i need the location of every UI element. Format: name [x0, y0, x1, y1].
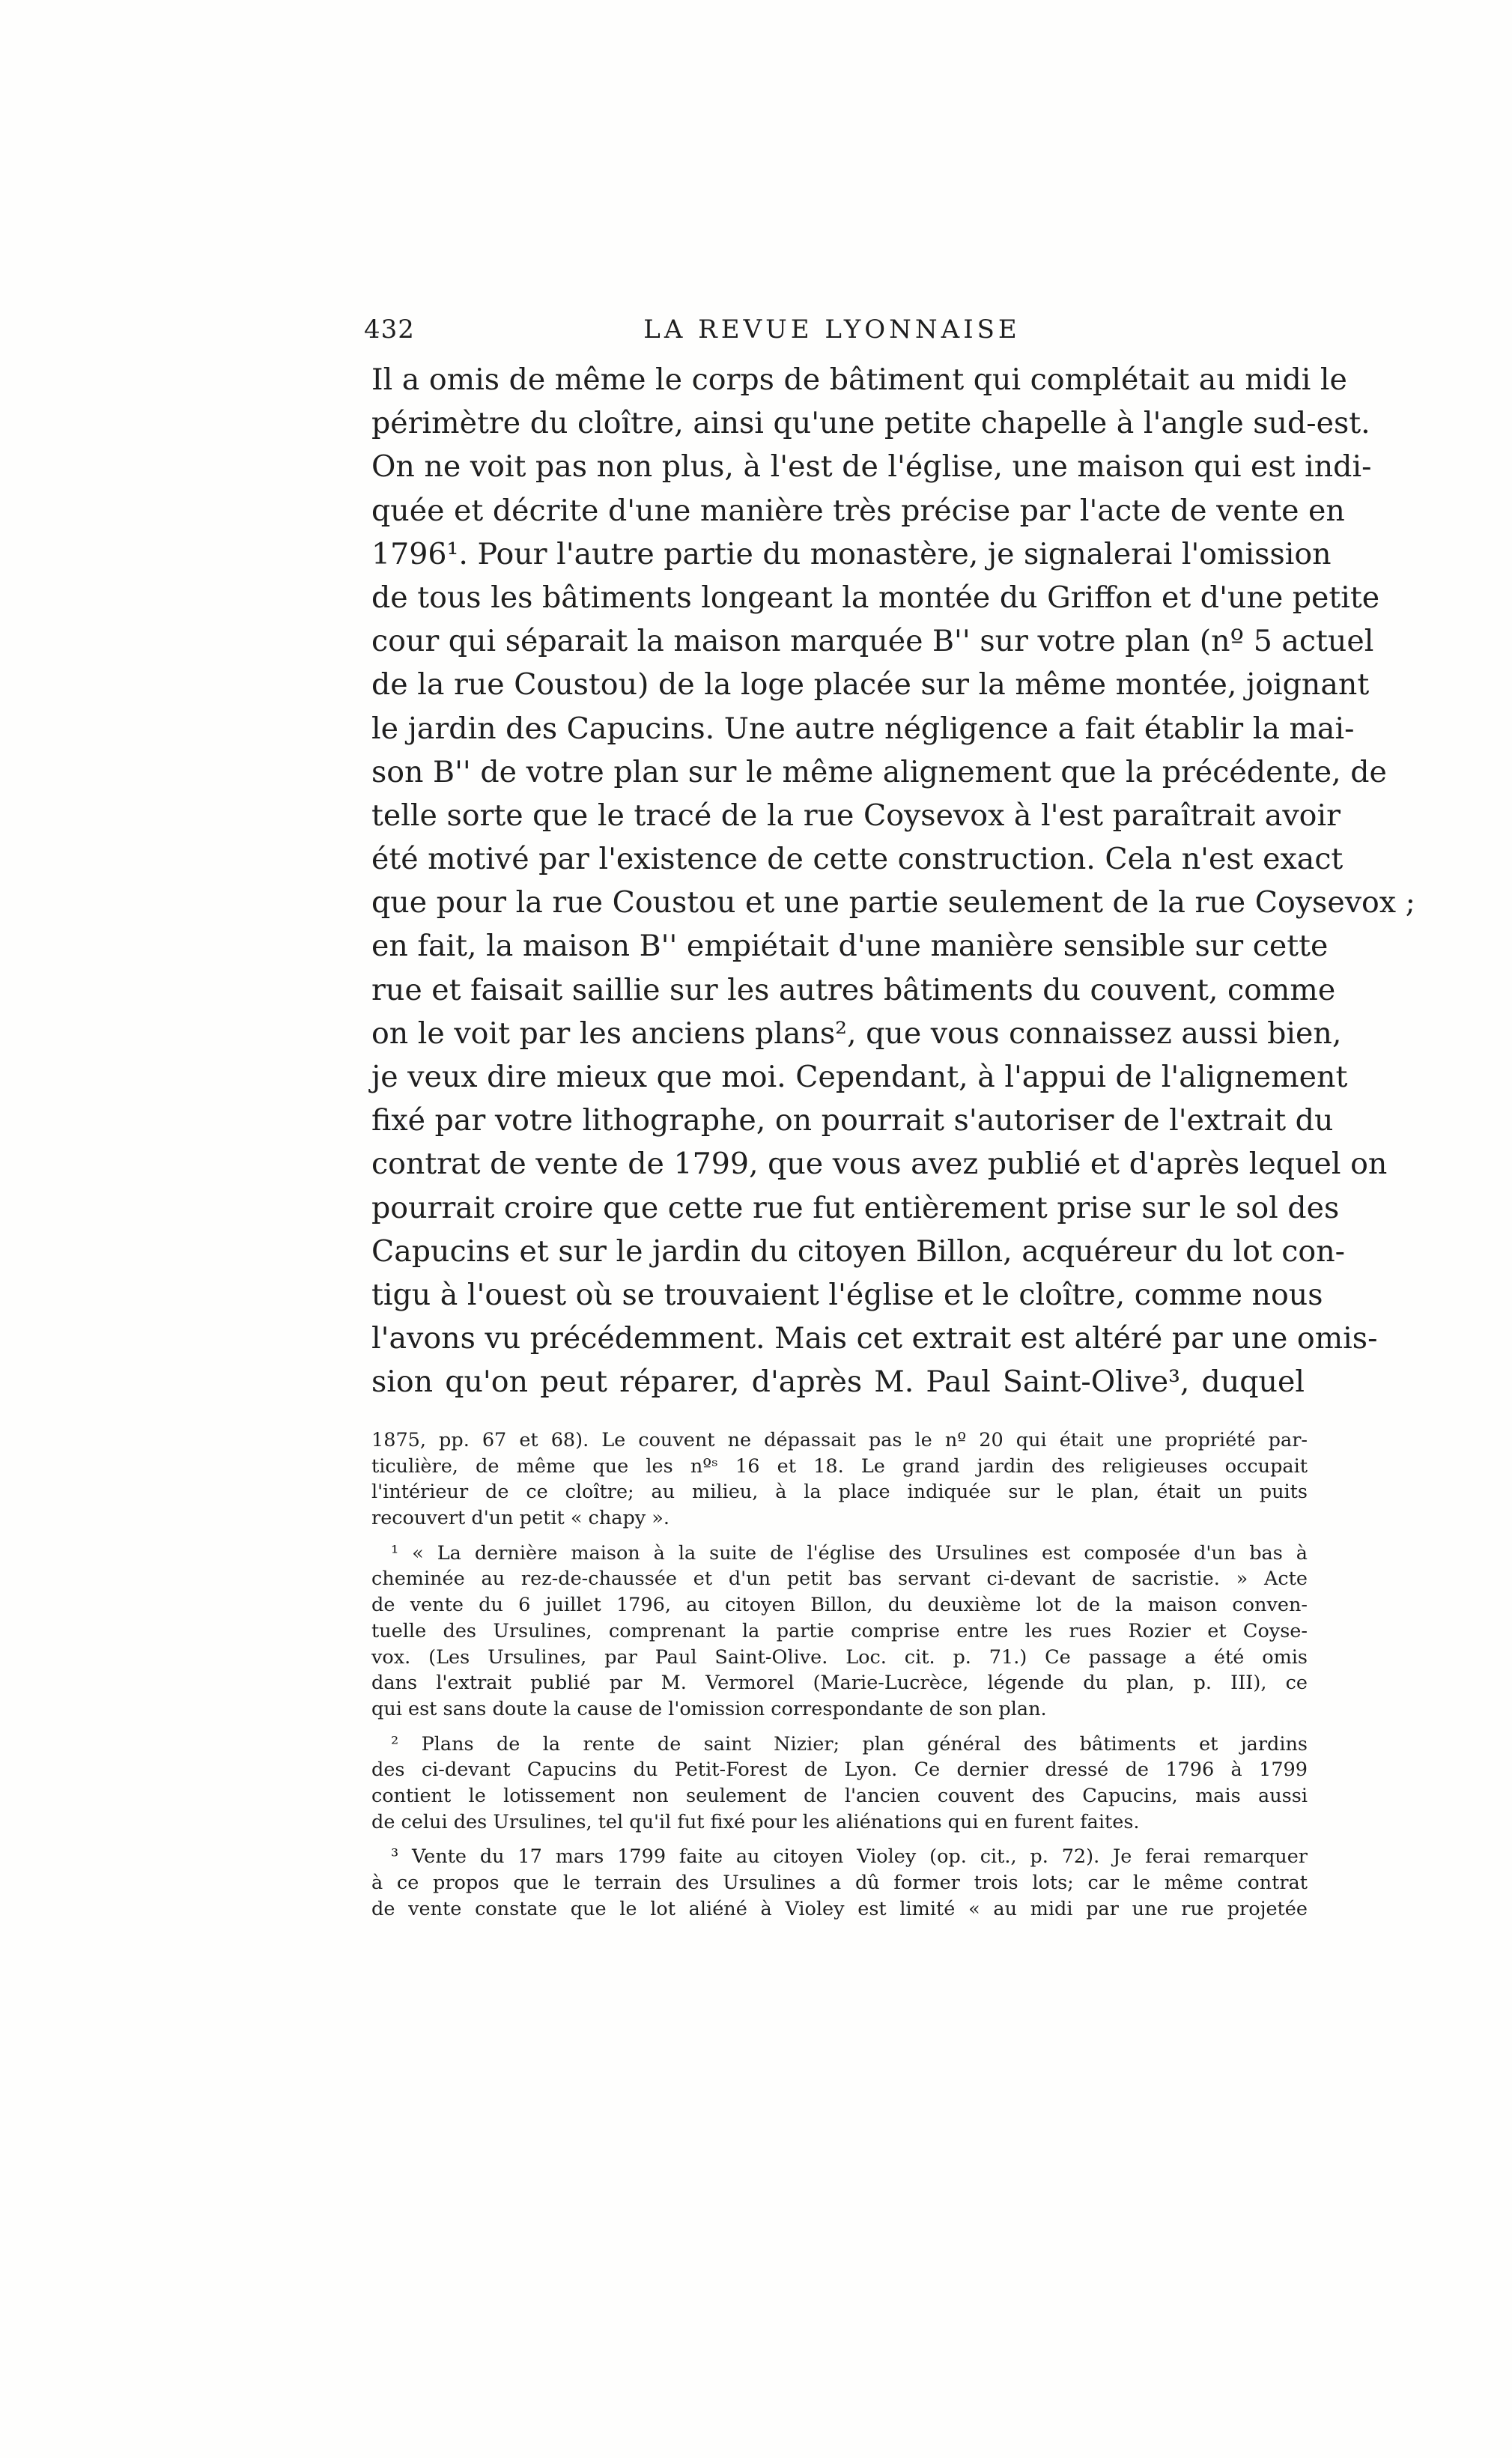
footnote-line: à ce propos que le terrain des Ursulines a dû former trois lots; car le même contrat — [371, 1872, 1308, 1894]
page-number: 432 — [364, 315, 415, 345]
footnotes — [371, 1427, 1308, 1922]
body-line: fixé par votre lithographe, on pourrait s'autoriser de l'extrait du — [371, 1103, 1334, 1138]
footnote-line: cheminée au rez-de-chaussée et d'un petit bas servant ci-devant de sacristie. » Acte — [371, 1568, 1308, 1591]
body-line: je veux dire mieux que moi. Cependant, à l'appui de l'alignement — [371, 1060, 1348, 1094]
body-line: tigu à l'ouest où se trouvaient l'église et le cloître, comme nous — [371, 1277, 1323, 1312]
footnote-line: dans l'extrait publié par M. Vermorel (Marie-Lucrèce, légende du plan, p. III), ce — [371, 1672, 1308, 1695]
body-line: son B'' de votre plan sur le même alignement que la précédente, de — [371, 754, 1387, 789]
body-line: on le voit par les anciens plans², que vous connaissez aussi bien, — [371, 1016, 1342, 1051]
footnote-continued — [371, 1427, 1308, 1532]
footnote-2 — [371, 1732, 1308, 1836]
body-line: 1796¹. Pour l'autre partie du monastère, je signalerai l'omission — [371, 536, 1332, 571]
body-line: telle sorte que le tracé de la rue Coysevox à l'est paraîtrait avoir — [371, 798, 1341, 833]
body-line: On ne voit pas non plus, à l'est de l'église, une maison qui est indi- — [371, 449, 1372, 485]
running-head — [364, 315, 1300, 352]
body-line: Capucins et sur le jardin du citoyen Billon, acquéreur du lot con- — [371, 1233, 1345, 1269]
body-line: pourrait croire que cette rue fut entièrement prise sur le sol des — [371, 1190, 1340, 1225]
body-line: cour qui séparait la maison marquée B'' sur votre plan (nº 5 actuel — [371, 624, 1374, 659]
body-line: quée et décrite d'une manière très précise par l'acte de vente en — [371, 493, 1345, 528]
body-line: rue et faisait saillie sur les autres bâtiments du couvent, comme — [371, 972, 1336, 1007]
body-line: de la rue Coustou) de la loge placée sur la même montée, joignant — [371, 667, 1370, 702]
footnote-line: de celui des Ursulines, tel qu'il fut fixé pour les aliénations qui en furent faites. — [371, 1810, 1140, 1833]
body-line: Il a omis de même le corps de bâtiment qui complétait au midi le — [371, 362, 1347, 397]
footnote-line: de vente constate que le lot aliéné à Violey est limité « au midi par une rue projetée — [371, 1897, 1308, 1920]
footnote-line: 1875, pp. 67 et 68). Le couvent ne dépassait pas le nº 20 qui était une propriété par- — [371, 1429, 1308, 1451]
body-line: contrat de vente de 1799, que vous avez publié et d'après lequel on — [371, 1147, 1388, 1182]
footnote-line: vox. (Les Ursulines, par Paul Saint-Olive. Loc. cit. p. 71.) Ce passage a été omis — [371, 1645, 1308, 1669]
body-line: en fait, la maison B'' empiétait d'une manière sensible sur cette — [371, 929, 1329, 964]
body-line: été motivé par l'existence de cette construction. Cela n'est exact — [371, 842, 1344, 877]
body-line: de tous les bâtiments longeant la montée du Griffon et d'une petite — [371, 580, 1380, 615]
body-line: sion qu'on peut réparer, d'après M. Paul Saint-Olive³, duquel — [371, 1365, 1305, 1400]
footnote-line: ¹ « La dernière maison à la suite de l'église des Ursulines est composée d'un bas à — [391, 1541, 1308, 1565]
footnote-line: contient le lotissement non seulement de l'ancien couvent des Capucins, mais aussi — [371, 1784, 1308, 1807]
body-line: que pour la rue Coustou et une partie seulement de la rue Coysevox ; — [371, 885, 1415, 920]
footnote-line: ³ Vente du 17 mars 1799 faite au citoyen Violey (op. cit., p. 72). Je ferai remarquer — [391, 1845, 1308, 1869]
body-line: le jardin des Capucins. Une autre négligence a fait établir la mai- — [371, 711, 1355, 746]
footnote-line: de vente du 6 juillet 1796, au citoyen Billon, du deuxième lot de la maison conven- — [371, 1594, 1308, 1617]
footnote-line: recouvert d'un petit « chapy ». — [371, 1507, 670, 1530]
footnote-line: qui est sans doute la cause de l'omission correspondante de son plan. — [371, 1697, 1047, 1720]
footnote-3 — [371, 1844, 1308, 1922]
footnote-line: des ci-devant Capucins du Petit-Forest de Lyon. Ce dernier dressé de 1796 à 1799 — [371, 1758, 1308, 1782]
body-line: l'avons vu précédemment. Mais cet extrait est altéré par une omis- — [371, 1321, 1378, 1356]
footnote-line: tuelle des Ursulines, comprenant la partie comprise entre les rues Rozier et Coyse- — [371, 1619, 1308, 1642]
footnote-line: ² Plans de la rente de saint Nizier; plan général des bâtiments et jardins — [391, 1732, 1308, 1756]
body-text — [371, 358, 1415, 1404]
footnote-line: ticulière, de même que les nºˢ 16 et 18. Le grand jardin des religieuses occupait — [371, 1454, 1308, 1478]
body-line: périmètre du cloître, ainsi qu'une petite chapelle à l'angle sud-est. — [371, 406, 1370, 441]
journal-title: LA REVUE LYONNAISE — [643, 315, 1021, 345]
footnote-line: l'intérieur de ce cloître; au milieu, à la place indiquée sur le plan, était un puits — [371, 1481, 1308, 1504]
footnote-1 — [371, 1541, 1308, 1723]
